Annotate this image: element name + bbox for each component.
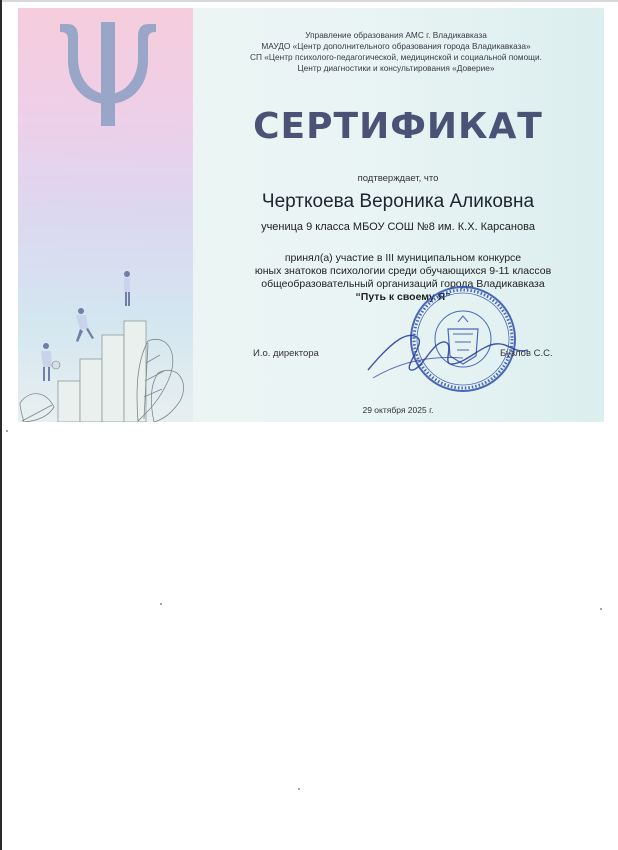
- scan-speck: [6, 430, 8, 432]
- scan-speck: [298, 788, 300, 790]
- issuer-header: [188, 30, 604, 74]
- body-line: общеобразовательный организаций города Владикавказа: [261, 278, 545, 290]
- certificate-title: СЕРТИФИКАТ: [253, 106, 543, 147]
- climbing-steps-illustration-icon: [18, 263, 193, 422]
- header-line: МАУДО «Центр дополнительного образования города Владикавказа»: [261, 41, 531, 51]
- header-line: Управление образования АМС г. Владикавказа: [305, 30, 487, 40]
- issue-date: 29 октября 2025 г.: [362, 405, 434, 415]
- psi-logo-icon: [48, 18, 168, 128]
- confirms-text: подтверждает, что: [357, 173, 439, 184]
- participation-text: [203, 252, 603, 304]
- body-line: принял(а) участие в III муниципальном конкурсе: [284, 252, 522, 264]
- director-label: И.о. директора: [253, 348, 319, 359]
- header-line: СП «Центр психолого-педагогической, медицинской и социальной помощи.: [250, 52, 542, 62]
- header-line: Центр диагностики и консультирования «Доверие»: [297, 63, 495, 73]
- scan-left-edge: [0, 0, 2, 850]
- scan-top-edge: [0, 0, 618, 2]
- scan-speck: [600, 608, 602, 610]
- scan-speck: [160, 603, 162, 605]
- body-line: юных знатоков психологии среди обучающихся 9-11 классов: [254, 265, 552, 277]
- certificate: [18, 8, 604, 422]
- recipient-class: ученица 9 класса МБОУ СОШ №8 им. К.Х. Карсанова: [261, 221, 535, 233]
- signer-name: Бузлов С.С.: [500, 348, 553, 359]
- contest-name: “Путь к своему Я”: [355, 291, 451, 303]
- recipient-name: Черткоева Вероника Аликовна: [261, 191, 535, 212]
